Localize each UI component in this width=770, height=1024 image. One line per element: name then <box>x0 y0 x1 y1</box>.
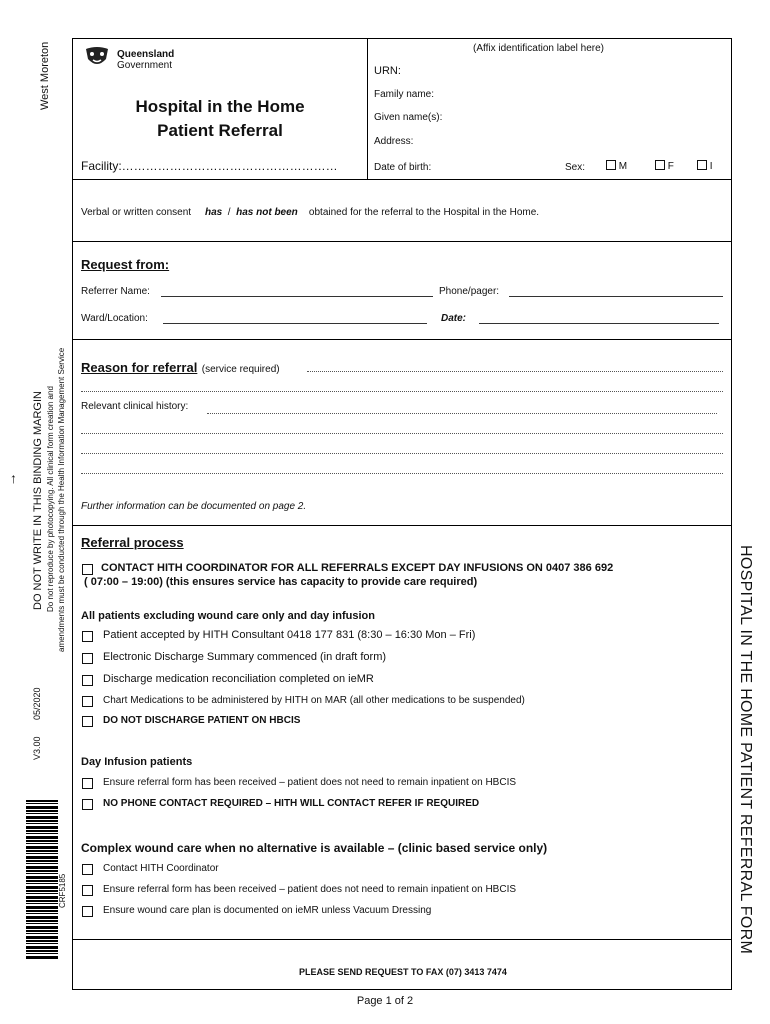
group1-item-5: DO NOT DISCHARGE PATIENT ON HBCIS <box>103 715 301 726</box>
referrer-input[interactable] <box>161 296 433 297</box>
group1-checkbox-4[interactable] <box>82 696 93 707</box>
phone-input[interactable] <box>509 296 723 297</box>
group1-checkbox-2[interactable] <box>82 653 93 664</box>
group1-title: All patients excluding wound care only and day infusion <box>81 610 375 622</box>
group2-checkbox-1[interactable] <box>82 778 93 789</box>
logo-line2: Government <box>117 60 173 71</box>
fax-instruction: PLEASE SEND REQUEST TO FAX (07) 3413 7474 <box>299 967 507 977</box>
further-info-note: Further information can be documented on page 2. <box>81 501 307 512</box>
sex-m-option[interactable]: M <box>606 160 627 172</box>
binding-note-2: amendments must be conducted through the Health Information Management Service <box>57 347 66 652</box>
group3-checkbox-1[interactable] <box>82 864 93 875</box>
reason-heading-row <box>81 359 280 377</box>
history-input-line2[interactable] <box>81 433 723 434</box>
group1-item-2: Electronic Discharge Summary commenced (in draft form) <box>103 651 387 663</box>
dob-field[interactable]: Date of birth: <box>374 162 432 173</box>
referrer-label: Referrer Name: <box>81 286 150 297</box>
contact-line2: ( 07:00 – 19:00) (this ensures service has capacity to provide care required) <box>84 576 478 588</box>
binding-note-1: Do not reproduce by photocopying. All clinical form creation and <box>46 386 55 612</box>
sex-label: Sex: <box>565 162 586 173</box>
family-name-field[interactable]: Family name: <box>374 89 435 100</box>
reason-heading: Reason for referral <box>81 360 198 375</box>
queensland-crest-icon <box>83 45 111 71</box>
contact-coordinator-checkbox[interactable] <box>82 564 93 575</box>
given-name-field[interactable]: Given name(s): <box>374 112 443 123</box>
group3-item-2: Ensure referral form has been received – patient does not need to remain inpatient on HBCIS <box>103 884 517 895</box>
group3-checkbox-3[interactable] <box>82 906 93 917</box>
page-number: Page 1 of 2 <box>356 995 414 1007</box>
group2-item-1: Ensure referral form has been received – patient does not need to remain inpatient on HBCIS <box>103 777 517 788</box>
group1-checkbox-5[interactable] <box>82 716 93 727</box>
group3-item-3: Ensure wound care plan is documented on ieMR unless Vacuum Dressing <box>103 905 432 916</box>
form-title-line2: Patient Referral <box>157 121 283 140</box>
reason-input-line2[interactable] <box>81 391 723 392</box>
group1-item-3: Discharge medication reconciliation completed on ieMR <box>103 673 374 685</box>
header-divider <box>367 39 368 179</box>
group3-item-1: Contact HITH Coordinator <box>103 863 219 874</box>
group1-checkbox-1[interactable] <box>82 631 93 642</box>
process-heading: Referral process <box>81 535 184 550</box>
binding-warning: DO NOT WRITE IN THIS BINDING MARGIN <box>32 391 44 610</box>
date-code: 05/2020 <box>32 687 42 720</box>
consent-has-not-option[interactable]: has not been <box>236 207 298 218</box>
logo-line1: Queensland <box>117 49 175 60</box>
version-code: V3.00 <box>32 736 42 760</box>
date-label: Date: <box>441 313 467 324</box>
checkbox-icon <box>697 160 707 170</box>
barcode <box>26 800 58 960</box>
request-heading: Request from: <box>81 257 170 272</box>
barcode-text: CRF5185 <box>58 873 67 908</box>
district-label: West Moreton <box>39 41 51 110</box>
ward-input[interactable] <box>163 323 427 324</box>
consent-has-option[interactable]: has <box>204 207 223 218</box>
checkbox-icon <box>655 160 665 170</box>
group3-title: Complex wound care when no alternative is available – (clinic based service only) <box>81 841 548 855</box>
group1-checkbox-3[interactable] <box>82 675 93 686</box>
checkbox-icon <box>606 160 616 170</box>
sex-f-option[interactable]: F <box>655 160 674 172</box>
form-title-line1: Hospital in the Home <box>135 97 305 116</box>
group3-checkbox-2[interactable] <box>82 885 93 896</box>
arrow-up-icon: ↑ <box>10 470 17 486</box>
contact-line1: CONTACT HITH COORDINATOR FOR ALL REFERRALS EXCEPT DAY INFUSIONS ON 0407 386 692 <box>101 562 614 574</box>
group2-title: Day Infusion patients <box>81 756 193 768</box>
affix-label: (Affix identification label here) <box>473 43 604 54</box>
sex-i-option[interactable]: I <box>697 160 713 172</box>
address-field[interactable]: Address: <box>374 136 414 147</box>
phone-label: Phone/pager: <box>439 286 500 297</box>
history-input-line4[interactable] <box>81 473 723 474</box>
urn-field[interactable]: URN: <box>374 65 401 77</box>
facility-field[interactable]: Facility:……………………………………………… <box>81 159 338 173</box>
form-frame <box>72 38 732 990</box>
side-form-title: HOSPITAL IN THE HOME PATIENT REFERRAL FORM <box>737 545 754 955</box>
group1-item-4: Chart Medications to be administered by HITH on MAR (all other medications to be suspended) <box>103 695 525 706</box>
group1-item-1: Patient accepted by HITH Consultant 0418 177 831 (8:30 – 16:30 Mon – Fri) <box>103 629 476 641</box>
group2-checkbox-2[interactable] <box>82 799 93 810</box>
history-input-line3[interactable] <box>81 453 723 454</box>
history-input[interactable] <box>207 413 717 414</box>
ward-label: Ward/Location: <box>81 313 148 324</box>
group2-item-2: NO PHONE CONTACT REQUIRED – HITH WILL CONTACT REFER IF REQUIRED <box>103 798 480 809</box>
reason-input[interactable] <box>307 371 723 372</box>
date-input[interactable] <box>479 323 719 324</box>
consent-statement: Verbal or written consent has / has not been obtained for the referral to the Hospital in the Home. <box>81 207 540 218</box>
reason-sub: (service required) <box>201 364 280 375</box>
history-label: Relevant clinical history: <box>81 401 189 412</box>
